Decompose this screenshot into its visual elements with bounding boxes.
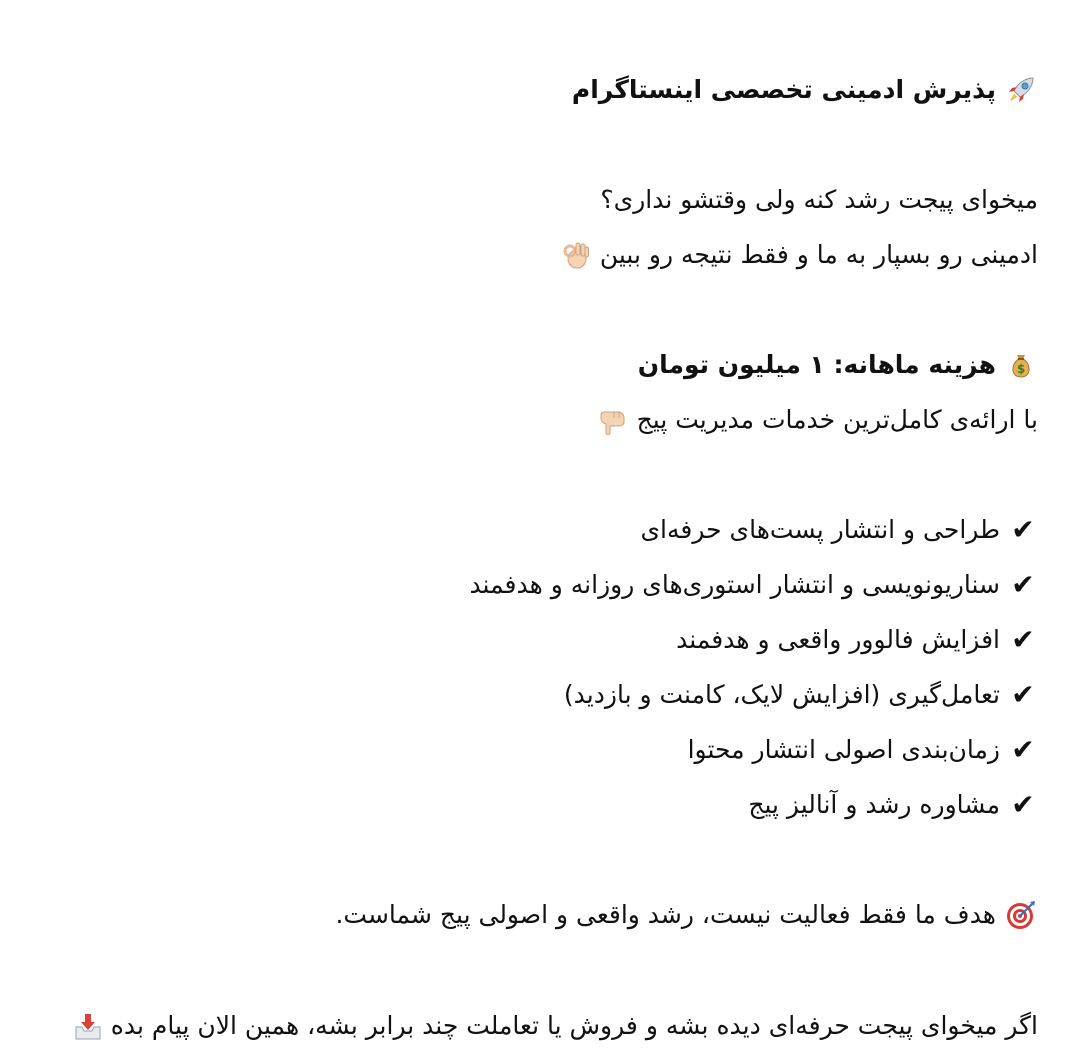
target-icon xyxy=(1004,898,1038,932)
feature-text: تعامل‌گیری (افزایش لایک، کامنت و بازدید) xyxy=(563,680,1000,709)
feature-item xyxy=(60,777,1038,832)
post-title-line xyxy=(60,62,1038,117)
feature-item xyxy=(60,667,1038,722)
services-text: با ارائه‌ی کامل‌ترین خدمات مدیریت پیج xyxy=(636,405,1038,434)
cta-text: اگر میخوای پیجت حرفه‌ای دیده بشه و فروش یا تعاملت چند برابر بشه، همین الان پیام بده xyxy=(110,1011,1038,1040)
feature-item xyxy=(60,557,1038,612)
spacer xyxy=(60,447,1038,502)
feature-text: طراحی و انتشار پست‌های حرفه‌ای xyxy=(640,515,1000,544)
check-icon: ✔ xyxy=(1011,623,1035,656)
spacer xyxy=(60,942,1038,997)
svg-text:$: $ xyxy=(1016,361,1026,376)
goal-text: هدف ما فقط فعالیت نیست، رشد واقعی و اصولی پیج شماست. xyxy=(335,900,996,929)
inbox-tray-icon xyxy=(71,1010,105,1044)
intro-text-2: ادمینی رو بسپار به ما و فقط نتیجه رو ببین xyxy=(599,240,1038,269)
feature-item xyxy=(60,612,1038,667)
feature-text: مشاوره رشد و آنالیز پیج xyxy=(748,790,1000,819)
intro-line-2 xyxy=(60,227,1038,282)
check-icon: ✔ xyxy=(1011,678,1035,711)
intro-text-1: میخوای پیجت رشد کنه ولی وقتشو نداری؟ xyxy=(600,185,1038,214)
spacer xyxy=(60,117,1038,172)
services-line xyxy=(60,392,1038,447)
goal-line xyxy=(60,887,1038,942)
post-title: پذیرش ادمینی تخصصی اینستاگرام xyxy=(571,75,996,104)
check-icon: ✔ xyxy=(1011,513,1035,546)
cta-paragraph xyxy=(60,997,1038,1055)
check-icon: ✔ xyxy=(1011,788,1035,821)
money-bag-icon xyxy=(1004,348,1038,382)
price-line xyxy=(60,337,1038,392)
feature-text: افزایش فالوور واقعی و هدفمند xyxy=(676,625,1000,654)
ok-hand-icon xyxy=(558,238,592,272)
check-icon: ✔ xyxy=(1011,733,1035,766)
spacer xyxy=(60,832,1038,887)
spacer xyxy=(60,282,1038,337)
feature-text: سناریونویسی و انتشار استوری‌های روزانه و هدفمند xyxy=(469,570,1000,599)
price-text: هزینه ماهانه: ۱ میلیون تومان xyxy=(637,350,996,379)
feature-item xyxy=(60,502,1038,557)
feature-item xyxy=(60,722,1038,777)
rocket-icon xyxy=(1004,73,1038,107)
check-icon: ✔ xyxy=(1011,568,1035,601)
feature-text: زمان‌بندی اصولی انتشار محتوا xyxy=(687,735,1000,764)
intro-line-1 xyxy=(60,172,1038,227)
pointing-down-icon xyxy=(595,403,629,437)
